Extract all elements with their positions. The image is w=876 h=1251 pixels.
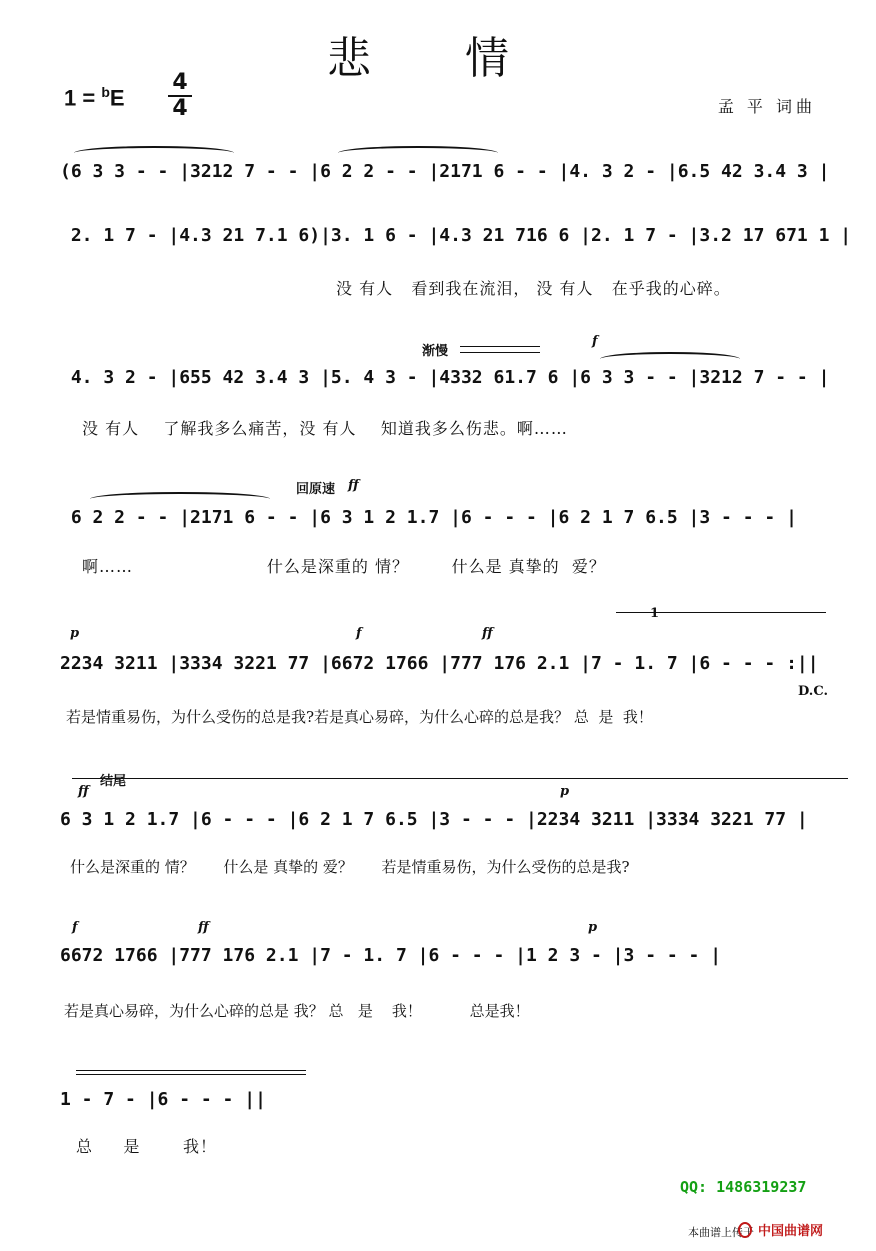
system-2 [60,214,852,298]
tempo-return-mark: 回原速 [296,482,336,497]
page-title: 悲 情 [327,33,549,84]
ending-mark: 结尾 [100,774,127,789]
time-top: 4 [172,70,188,95]
dynamic-f: f [356,626,362,641]
ritardando-line [460,346,540,347]
site-logo[interactable]: 中国曲谱网 [758,1224,824,1239]
lyrics-line: 没 有人 看到我在流泪， 没 有人 在乎我的心碎。 [336,279,731,298]
system-7 [60,920,840,1020]
dynamic-p: p [70,626,80,641]
ritardando-line [460,352,540,353]
system-5 [60,606,840,726]
fermata-line [76,1074,306,1075]
upload-note: 本曲谱上传于 [688,1226,754,1239]
notes-line: 2. 1 7 - |4.3 21 7.1 6)|3. 1 6 - |4.3 21 716 6 |2. 1 7 - |3.2 17 671 1 | [60,225,852,246]
notes-line: 6 2 2 - - |2171 6 - - |6 3 1 2 1.7 |6 - - - |6 2 1 7 6.5 |3 - - - | [60,507,797,528]
system-1 [60,150,840,210]
composer-credit: 孟 平 词曲 [717,97,816,116]
volta-number: 1 [650,606,660,621]
notes-line: 4. 3 2 - |655 42 3.4 3 |5. 4 3 - |4332 61.7 6 |6 3 3 - - |3212 7 - - | [60,367,830,388]
dynamic-p: p [560,784,570,799]
dynamic-f: f [592,334,598,349]
system-8 [60,1078,840,1156]
dynamic-ff: ff [348,478,359,493]
lyrics-line: 若是情重易伤，为什么受伤的总是我?若是真心易碎，为什么心碎的总是我？ 总 是 我！ [66,708,653,726]
logo-icon [738,1222,752,1238]
system-4 [60,478,840,576]
lyrics-line: 总 是 我！ [76,1137,218,1156]
notes-line: 2234 3211 |3334 3221 77 |6672 1766 |777 176 2.1 |7 - 1. 7 |6 - - - :|| [60,653,819,674]
key-signature [64,84,125,111]
key-prefix: 1 = [64,85,102,111]
tempo-slow-mark: 渐慢 [422,344,449,359]
flat-sign: b [101,84,110,100]
lyrics-line: 什么是深重的 情？ 什么是 真挚的 爱？ 若是情重易伤，为什么受伤的总是我? [70,858,630,876]
time-signature [168,72,192,120]
dc-mark: D.C. [798,684,828,699]
lyrics-line: 啊…… 什么是深重的 情？ 什么是 真挚的 爱？ [82,557,606,576]
system-3 [60,334,840,438]
volta-line [616,612,826,613]
dynamic-p: p [588,920,598,935]
system-6 [60,774,840,876]
qq-contact: QQ: 1486319237 [680,1178,807,1196]
time-bottom: 4 [172,96,188,121]
notes-line: (6 3 3 - - |3212 7 - - |6 2 2 - - |2171 6 - - |4. 3 2 - |6.5 42 3.4 3 | [60,161,830,182]
fermata-line [76,1070,306,1071]
dynamic-ff: ff [198,920,209,935]
key-note: E [109,85,125,111]
dynamic-f: f [72,920,78,935]
notes-line: 1 - 7 - |6 - - - || [60,1089,266,1110]
dynamic-ff: ff [482,626,493,641]
dynamic-ff: ff [78,784,89,799]
notes-line: 6 3 1 2 1.7 |6 - - - |6 2 1 7 6.5 |3 - - - |2234 3211 |3334 3221 77 | [60,809,808,830]
lyrics-line: 没 有人 了解我多么痛苦，没 有人 知道我多么伤悲。啊…… [82,419,568,438]
lyrics-line: 若是真心易碎，为什么心碎的总是 我？ 总 是 我！ 总是我！ [64,1002,530,1020]
ending-line [72,778,848,779]
notes-line: 6672 1766 |777 176 2.1 |7 - 1. 7 |6 - - - |1 2 3 - |3 - - - | [60,945,722,966]
